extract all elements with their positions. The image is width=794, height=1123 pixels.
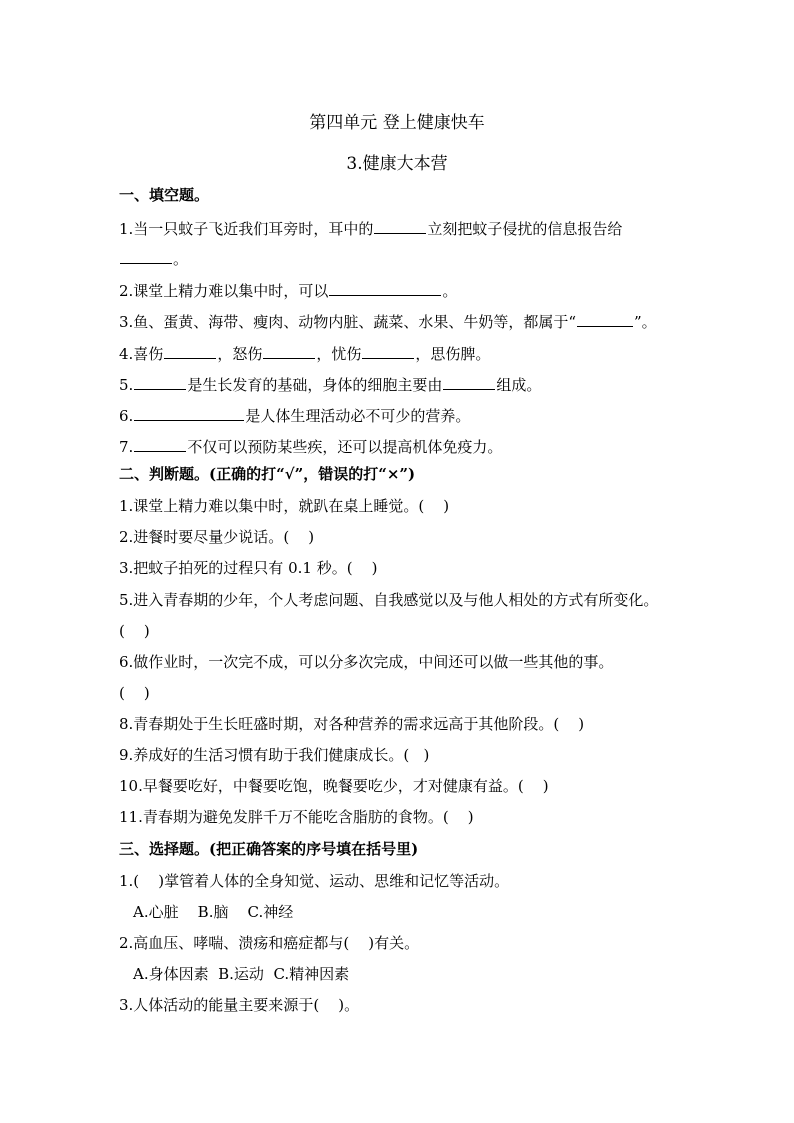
fill-q6-text-a: 6. — [119, 407, 134, 425]
unit-title: 第四单元 登上健康快车 — [309, 113, 485, 133]
fill-q5-text-c: 组成。 — [496, 376, 542, 394]
fill-question-2 — [119, 281, 457, 299]
answer-blank[interactable] — [134, 375, 186, 390]
answer-blank[interactable] — [374, 219, 426, 234]
answer-blank[interactable] — [134, 437, 186, 452]
fill-q4-text-b: ，怒伤 — [217, 345, 263, 363]
fill-question-1-cont — [119, 249, 188, 267]
choice-question-2: 2.高血压、哮喘、溃疡和癌症都与( )有关。 — [119, 934, 420, 952]
fill-q1-text-c: 。 — [173, 250, 189, 268]
fill-q7-text-b: 不仅可以预防某些疾，还可以提高机体免疫力。 — [187, 438, 503, 456]
fill-question-3 — [119, 312, 657, 330]
section3-heading: 三、选择题。(把正确答案的序号填在括号里) — [119, 840, 419, 858]
choice-question-3: 3.人体活动的能量主要来源于( )。 — [119, 996, 360, 1014]
section2-heading: 二、判断题。(正确的打“√”，错误的打“×”) — [119, 465, 416, 483]
answer-blank[interactable] — [263, 344, 315, 359]
fill-q5-text-a: 5. — [119, 376, 134, 394]
lesson-title: 3.健康大本营 — [346, 154, 448, 174]
judge-question-3: 3.把蚊子拍死的过程只有 0.1 秒。( ) — [119, 559, 378, 577]
answer-blank[interactable] — [443, 375, 495, 390]
judge-question-11: 11.青春期为避免发胖千万不能吃含脂肪的食物。( ) — [119, 808, 474, 826]
fill-q3-text-a: 3.鱼、蛋黄、海带、瘦肉、动物内脏、蔬菜、水果、牛奶等，都属于“ — [119, 313, 576, 331]
fill-q7-text-a: 7. — [119, 438, 134, 456]
answer-blank[interactable] — [329, 281, 441, 296]
answer-blank[interactable] — [120, 249, 172, 264]
choice-q2-options: A.身体因素 B.运动 C.精神因素 — [133, 965, 350, 983]
fill-q4-text-a: 4.喜伤 — [119, 345, 164, 363]
answer-blank[interactable] — [164, 344, 216, 359]
answer-blank[interactable] — [362, 344, 414, 359]
judge-question-1: 1.课堂上精力难以集中时，就趴在桌上睡觉。( ) — [119, 497, 450, 515]
answer-blank[interactable] — [577, 312, 633, 327]
fill-q6-text-b: 是人体生理活动必不可少的营养。 — [245, 407, 471, 425]
answer-blank[interactable] — [134, 406, 244, 421]
fill-q1-text-a: 1.当一只蚊子飞近我们耳旁时，耳中的 — [119, 220, 374, 238]
fill-q1-text-b: 立刻把蚊子侵扰的信息报告给 — [427, 220, 623, 238]
fill-q5-text-b: 是生长发育的基础，身体的细胞主要由 — [187, 376, 443, 394]
judge-question-9: 9.养成好的生活习惯有助于我们健康成长。( ) — [119, 746, 430, 764]
fill-question-5 — [119, 375, 541, 393]
choice-q1-options: A.心脏 B.脑 C.神经 — [133, 903, 294, 921]
judge-q5-answer-paren[interactable]: ( ) — [119, 622, 150, 640]
fill-q4-text-c: ，忧伤 — [316, 345, 362, 363]
fill-question-7 — [119, 437, 502, 455]
judge-question-2: 2.进餐时要尽量少说话。( ) — [119, 528, 315, 546]
judge-question-10: 10.早餐要吃好，中餐要吃饱，晚餐要吃少，才对健康有益。( ) — [119, 777, 549, 795]
fill-q3-text-b: ”。 — [633, 313, 657, 331]
fill-q2-text-b: 。 — [442, 282, 458, 300]
fill-q2-text-a: 2.课堂上精力难以集中时，可以 — [119, 282, 329, 300]
fill-question-1 — [119, 219, 622, 237]
choice-question-1: 1.( )掌管着人体的全身知觉、运动、思维和记忆等活动。 — [119, 872, 510, 890]
fill-question-4 — [119, 344, 490, 362]
judge-question-5: 5.进入青春期的少年，个人考虑问题、自我感觉以及与他人相处的方式有所变化。 — [119, 591, 659, 609]
judge-q6-answer-paren[interactable]: ( ) — [119, 684, 150, 702]
judge-question-6: 6.做作业时，一次完不成，可以分多次完成，中间还可以做一些其他的事。 — [119, 653, 614, 671]
section1-heading: 一、填空题。 — [119, 186, 210, 204]
judge-question-8: 8.青春期处于生长旺盛时期，对各种营养的需求远高于其他阶段。( ) — [119, 715, 585, 733]
fill-question-6 — [119, 406, 470, 424]
fill-q4-text-d: ，思伤脾。 — [415, 345, 491, 363]
